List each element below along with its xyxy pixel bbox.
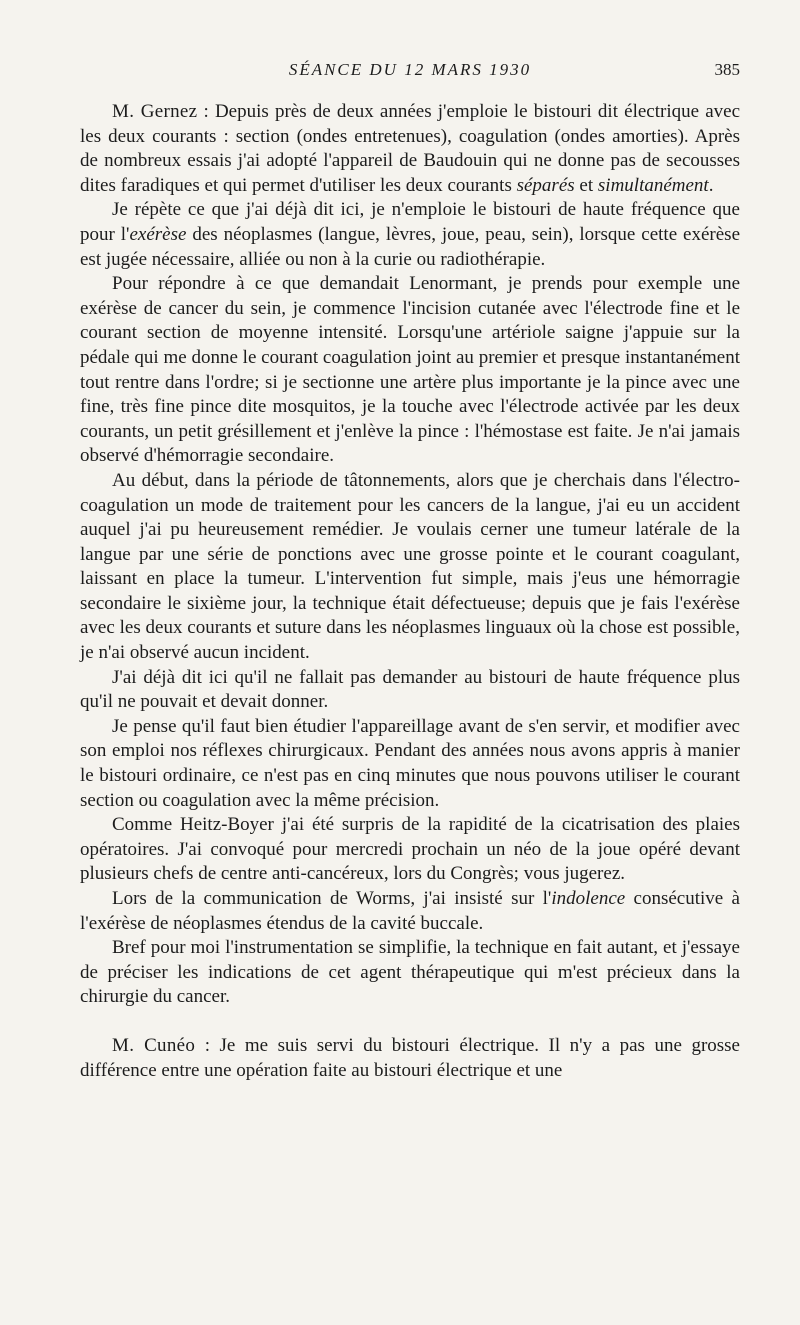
paragraph: [80, 887, 740, 936]
paragraph: Pour répondre à ce que demandait Lenormant, je prends pour exemple une exérèse de cancer du sein, je commence l'incision cutanée avec l'électrode fine et le courant section de moyenne intensité. Lorsqu'une artériole saigne j'appuie sur la pédale qui me donne le courant coagulation joint au premier et presque instantanément tout rentre dans l'ordre; si je sectionne une artère plus importante je la pince avec une fine, très fine pince dite mosquitos, je la touche avec l'électrode activée par les deux courants, un petit grésillement et j'enlève la pince : l'hémostase est faite. Je n'ai jamais observé d'hémorragie secondaire.: [80, 273, 740, 467]
text-run: consécutive à l'exérèse de néoplasmes étendus de la cavité buccale.: [80, 888, 740, 934]
paragraph: [80, 198, 740, 272]
paragraph: J'ai déjà dit ici qu'il ne fallait pas demander au bistouri de haute fréquence plus qu'il ne pouvait et devait donner.: [80, 666, 740, 713]
paragraph: Au début, dans la période de tâtonnements, alors que je cherchais dans l'électro-coagulation un mode de traitement pour les cancers de la langue, j'ai eu un accident auquel j'ai pu heureusement remédier. Je voulais cerner une tumeur latérale de la langue par une série de ponctions avec une grosse pointe et le courant coagulant, laissant en place la tumeur. L'intervention fut simple, mais j'eus une hémorragie secondaire le sixième jour, la technique était défectueuse; depuis que je fais l'exérèse avec les deux courants et suture dans les néoplasmes linguaux où la chose est possible, je n'ai observé aucun incident.: [80, 469, 740, 664]
paragraph-cuneo: [80, 1034, 740, 1083]
paragraph-gernez: [80, 100, 740, 198]
running-title: SÉANCE DU 12 MARS 1930: [288, 60, 532, 79]
speaker-name: M. Gernez: [112, 101, 198, 122]
text-run: Je répète ce que j'ai déjà dit ici, je n'emploie le bistouri de haute fréquence que pour l': [80, 199, 740, 245]
text-run: des néoplasmes (langue, lèvres, joue, peau, sein), lorsque cette exérèse est jugée nécessaire, alliée ou non à la curie ou radiothérapie.: [80, 223, 741, 270]
paragraph: Bref pour moi l'instrumentation se simplifie, la technique en fait autant, et j'essaye de préciser les indications de cet agent thérapeutique qui m'est précieux dans la chirurgie du cancer.: [80, 937, 740, 1008]
paragraph: Je pense qu'il faut bien étudier l'appareillage avant de s'en servir, et modifier avec son emploi nos réflexes chirurgicaux. Pendant des années nous avons appris à manier le bistouri ordinaire, ce n'est pas en cinq minutes que nous pouvons utiliser le courant section ou coagulation avec la même précision.: [80, 715, 740, 811]
italic-term: simultanément: [597, 174, 709, 196]
text-run: : Depuis près de deux années j'emploie le bistouri dit électrique avec les deux courants : section (ondes entretenues), coagulation (ondes amorties). Après de nombreux essais j'ai adopté l'appareil de Baudouin qui ne donne pas de secousses dites faradiques et qui permet d'utiliser les deux courants: [80, 101, 740, 196]
italic-term: exérèse: [129, 223, 187, 245]
speaker-name: M. Cunéo: [112, 1034, 196, 1056]
body-text: [80, 100, 740, 1083]
italic-term: indolence: [551, 888, 626, 909]
text-run: et: [574, 174, 598, 196]
text-run: : Je me suis servi du bistouri électrique. Il n'y a pas une grosse différence entre une opération faite au bistouri électrique et une: [80, 1034, 740, 1081]
page-header: [80, 60, 740, 88]
text-run: Lors de la communication de Worms, j'ai insisté sur l': [112, 888, 552, 909]
italic-term: séparés: [516, 174, 575, 196]
page-number: 385: [714, 60, 740, 79]
text-run: .: [708, 174, 714, 196]
paragraph: Comme Heitz-Boyer j'ai été surpris de la rapidité de la cicatrisation des plaies opératoires. J'ai convoqué pour mercredi prochain un néo de la joue opéré devant plusieurs chefs de centre anti-cancéreux, lors du Congrès; vous jugerez.: [80, 814, 740, 885]
paragraph-gap: [80, 1010, 740, 1034]
